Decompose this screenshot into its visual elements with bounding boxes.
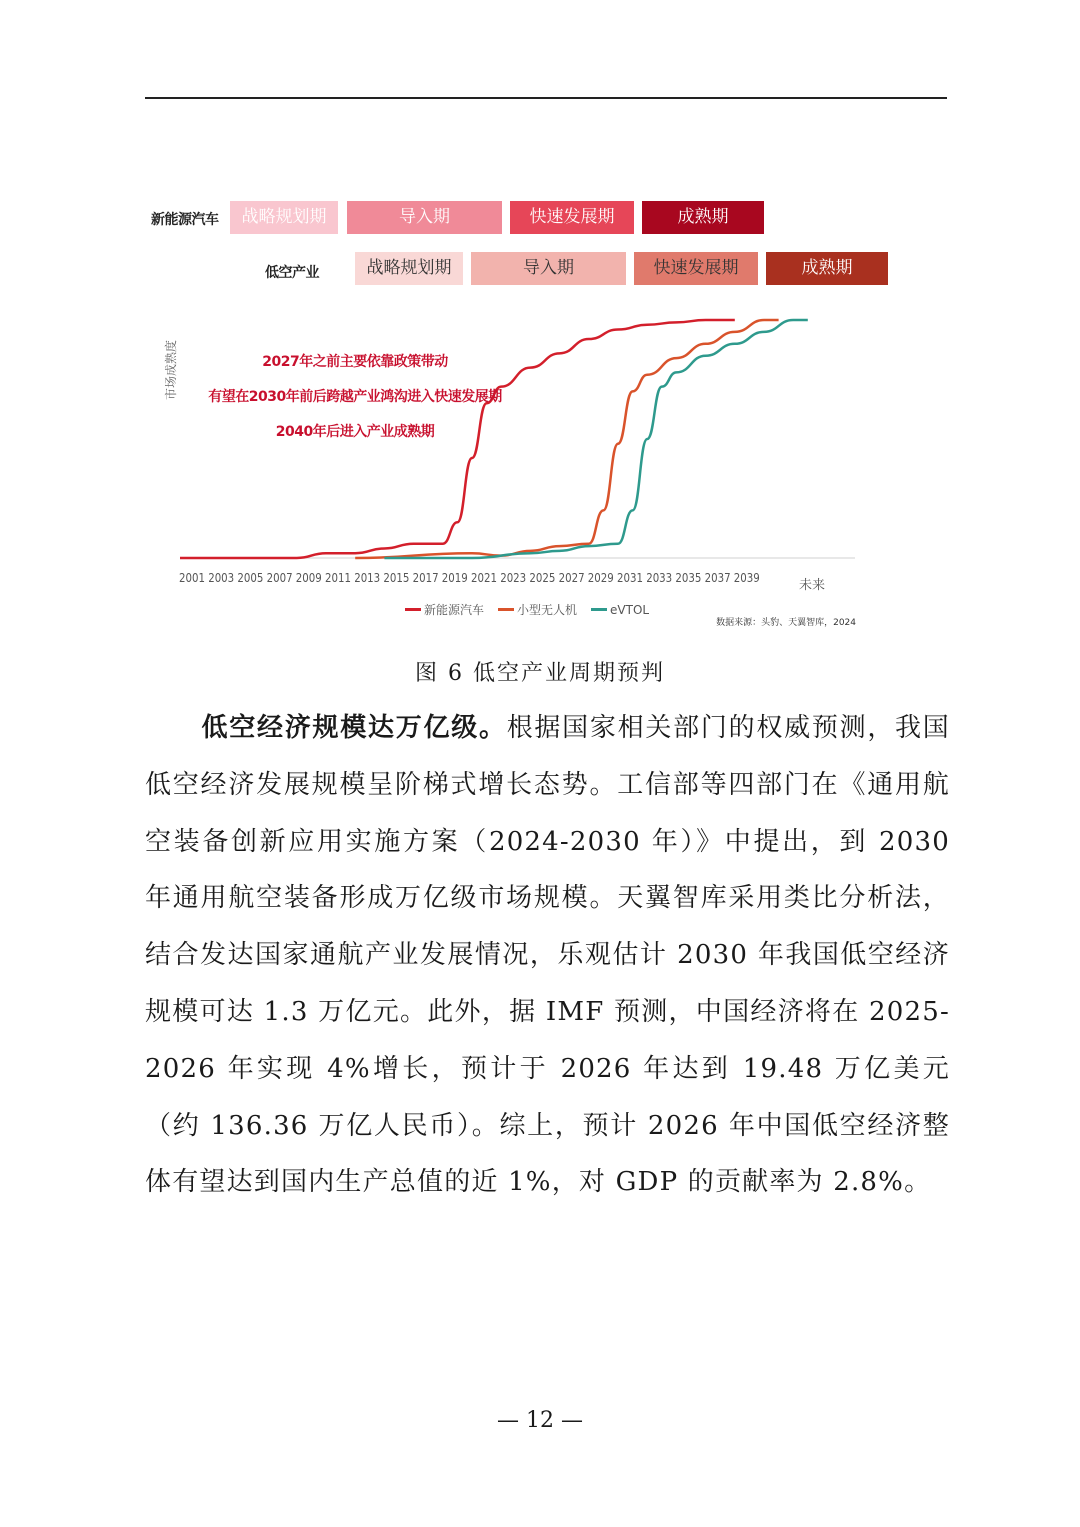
legend-item	[405, 601, 484, 618]
nev-phase-4: 成熟期	[642, 201, 764, 234]
x-tick-label: 2003	[208, 571, 235, 585]
x-tick-label-future: 未来	[798, 578, 826, 593]
legend-label: eVTOL	[610, 602, 650, 617]
row-label-low-altitude: 低空产业	[265, 265, 319, 281]
x-tick-label: 2007	[266, 571, 293, 585]
x-tick-label: 2039	[733, 571, 760, 585]
nev-phase-2: 导入期	[347, 201, 502, 234]
page-number: — 12 —	[497, 1408, 583, 1433]
x-tick-label: 2017	[412, 571, 439, 585]
legend-label: 新能源汽车	[424, 603, 485, 617]
legend-swatch	[591, 608, 607, 611]
figure-caption: 图 6 低空产业周期预判	[415, 661, 665, 686]
annotation-3: 2040年后进入产业成熟期	[275, 424, 435, 440]
x-tick-label: 2031	[617, 571, 643, 585]
la-phase-3: 快速发展期	[634, 252, 758, 285]
nev-phase-3: 快速发展期	[510, 201, 634, 234]
annotation-2: 有望在2030年前后跨越产业鸿沟进入快速发展期	[208, 389, 502, 405]
x-tick-label: 2009	[295, 571, 322, 585]
x-tick-label: 2021	[471, 571, 497, 585]
x-tick-label: 2033	[646, 571, 673, 585]
x-tick-label: 2013	[354, 571, 381, 585]
x-tick-label: 2011	[325, 571, 351, 585]
x-tick-label: 2023	[500, 571, 527, 585]
x-tick-label: 2029	[587, 571, 614, 585]
x-tick-label: 2005	[237, 571, 264, 585]
header-rule	[145, 97, 947, 99]
annotation-1: 2027年之前主要依靠政策带动	[262, 354, 448, 370]
la-phase-4: 成熟期	[766, 252, 888, 285]
y-axis-label: 市场成熟度	[164, 339, 178, 400]
body-paragraph	[145, 700, 950, 1211]
paragraph-body: 根据国家相关部门的权威预测，我国低空经济发展规模呈阶梯式增长态势。工信部等四部门在《通用航空装备创新应用实施方案（2024-2030 年）》中提出，到 2030 年通用航空装备形成万亿级市场规模。天翼智库采用类比分析法，结合发达国家通航产业发展情况，乐观估计 2030 年我国低空经济规模可达 1.3 万亿元。此外，据 IMF 预测，中国经济将在 2025-2026 年实现 4%增长，预计于 2026 年达到 19.48 万亿美元（约 136.36 万亿人民币）。综上，预计 2026 年中国低空经济整体有望达到国内生产总值的近 1%，对 GDP 的贡献率为 2.8%。	[145, 713, 950, 1198]
nev-phase-1: 战略规划期	[230, 201, 338, 234]
x-tick-label: 2015	[383, 571, 410, 585]
x-tick-label: 2019	[441, 571, 468, 585]
lifecycle-figure	[140, 195, 870, 640]
x-tick-label: 2027	[558, 571, 585, 585]
paragraph-lead: 低空经济规模达万亿级。	[201, 713, 507, 743]
x-tick-label: 2037	[704, 571, 731, 585]
chart-legend	[405, 601, 649, 618]
legend-label: 小型无人机	[517, 603, 578, 617]
data-source: 数据来源：头豹、天翼智库，2024	[716, 618, 856, 628]
maturity-chart	[140, 195, 870, 640]
legend-item	[591, 601, 649, 618]
legend-swatch	[498, 608, 514, 611]
la-phase-1: 战略规划期	[355, 252, 463, 285]
legend-item	[498, 601, 577, 618]
x-tick-label: 2025	[529, 571, 556, 585]
legend-swatch	[405, 608, 421, 611]
row-label-nev: 新能源汽车	[151, 212, 219, 228]
x-tick-label: 2001	[179, 571, 205, 585]
la-phase-2: 导入期	[471, 252, 626, 285]
x-tick-label: 2035	[675, 571, 702, 585]
